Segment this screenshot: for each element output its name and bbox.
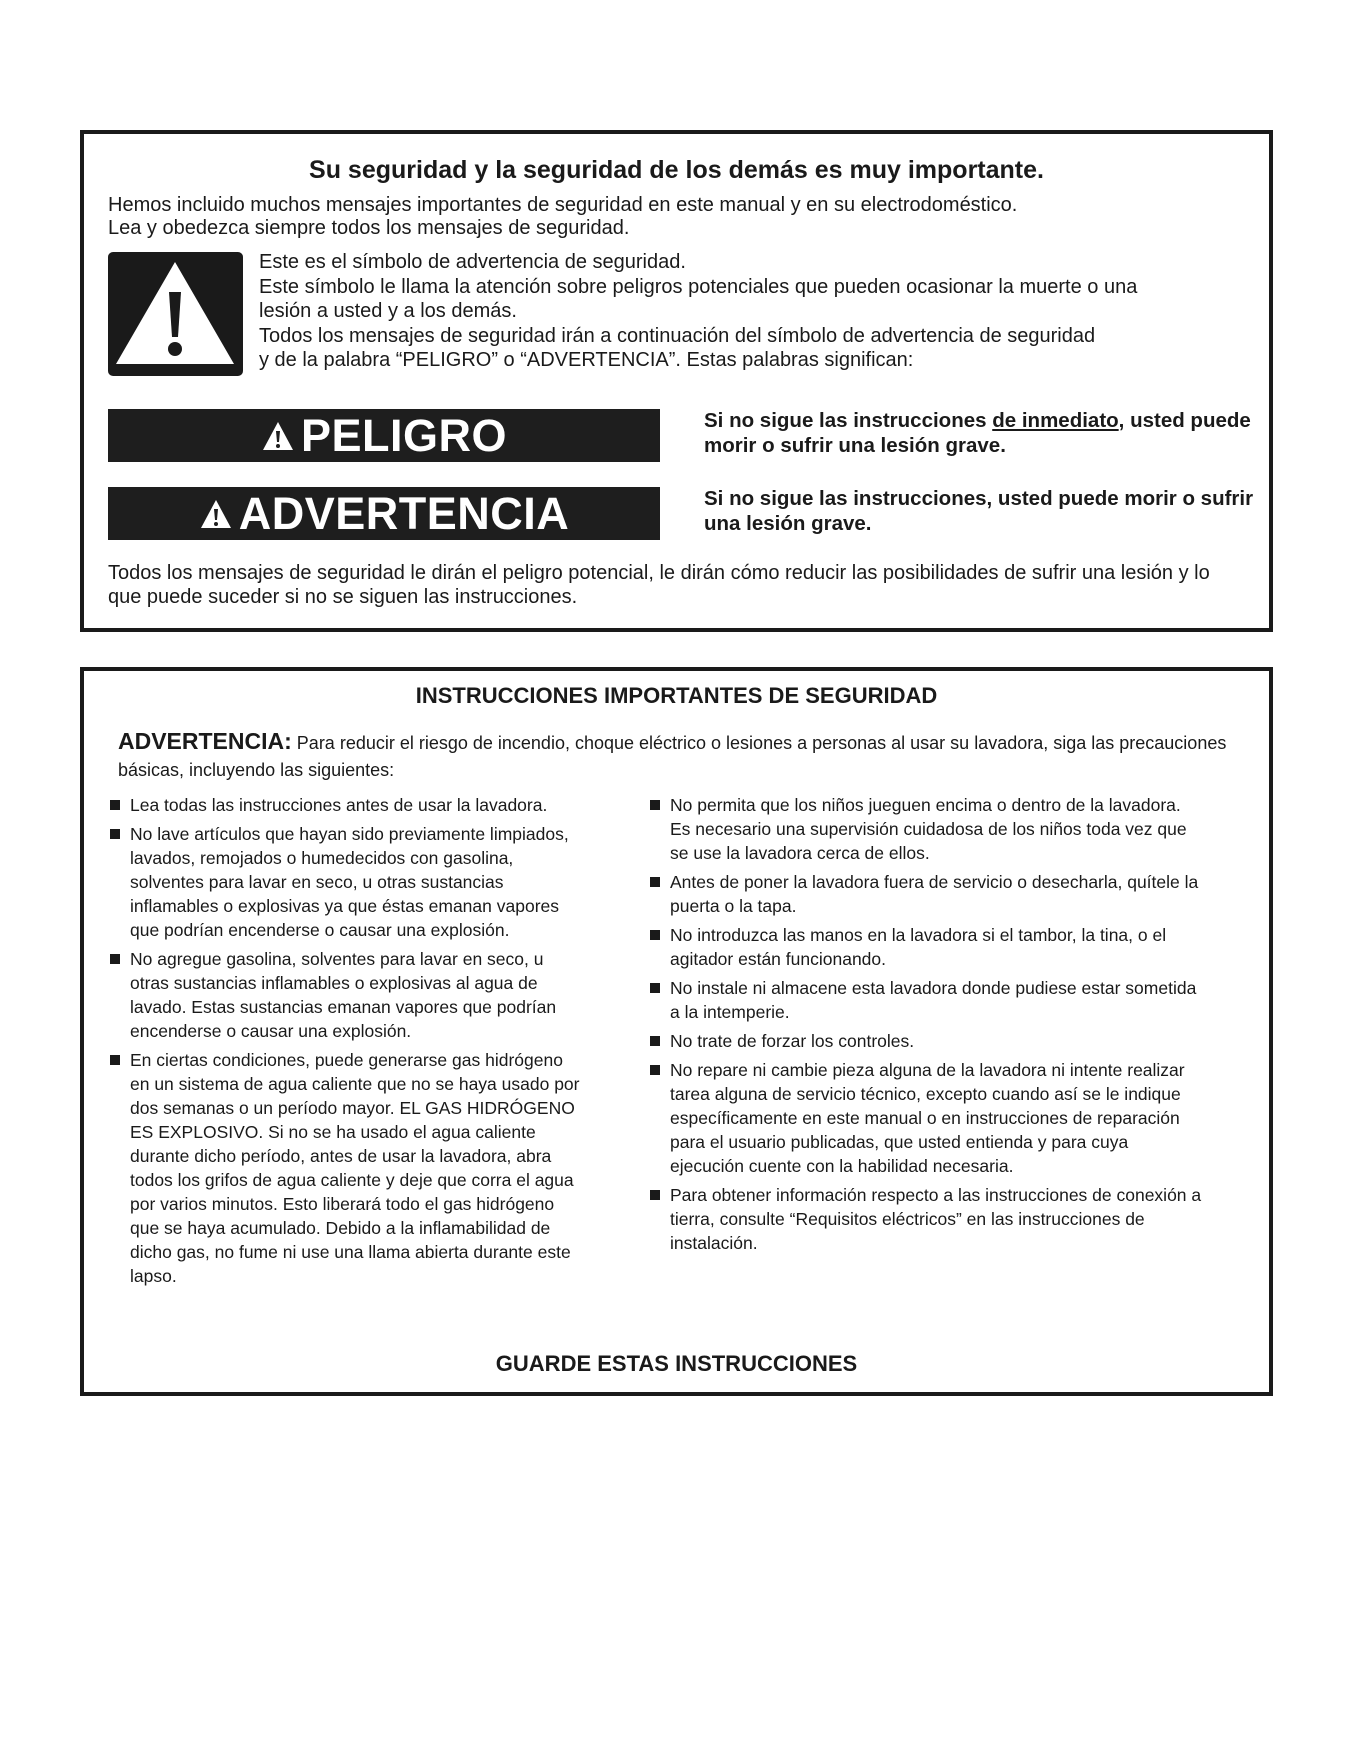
warning-word: ADVERTENCIA: — [118, 728, 292, 754]
list-item-text: No instale ni almacene esta lavadora donde pudiese estar sometida a la intemperie. — [670, 978, 1197, 1022]
symbol-line: Todos los mensajes de seguridad irán a continuación del símbolo de advertencia de seguridad — [259, 324, 1096, 347]
list-item-text: Lea todas las instrucciones antes de usar la lavadora. — [130, 795, 548, 815]
advertencia-label: ADVERTENCIA — [238, 487, 570, 539]
list-item-text: No agregue gasolina, solventes para lavar en seco, u otras sustancias inflamables o explosivas al agua de lavado. Estas sustancias emanan vapores que podrían encenderse o causar una explosión. — [130, 949, 557, 1041]
list-item-text: No permita que los niños jueguen encima o dentro de la lavadora. Es necesario una supervisión cuidadosa de los niños toda vez que se use la lavadora cerca de ellos. — [670, 795, 1187, 863]
warning-paragraph — [118, 728, 1248, 784]
list-item — [650, 1058, 1205, 1178]
peligro-desc-text-end: , usted puede morir o sufrir una lesión grave. — [704, 409, 1251, 457]
list-item-text: No lave artículos que hayan sido previamente limpiados, lavados, remojados o humedecidos con gasolina, solventes para lavar en seco, u otras sustancias inflamables o explosivas ya que éstas emanan vapores que podrían encenderse o causar una explosión. — [130, 824, 569, 940]
list-item — [110, 1048, 585, 1288]
list-item — [650, 1183, 1205, 1255]
safety-outro: Todos los mensajes de seguridad le dirán el peligro potencial, le dirán cómo reducir las posibilidades de sufrir una lesión y lo que puede suceder si no se siguen las instrucciones. — [108, 562, 1210, 608]
list-item — [650, 870, 1205, 918]
intro-line: Lea y obedezca siempre todos los mensajes de seguridad. — [108, 217, 630, 239]
symbol-line: Este es el símbolo de advertencia de seguridad. — [259, 251, 686, 273]
intro-line: Hemos incluido muchos mensajes importantes de seguridad en este manual y en su electrodoméstico. — [108, 194, 1018, 216]
bullet-icon — [650, 877, 660, 887]
alert-triangle-icon — [261, 420, 295, 452]
bullet-icon — [650, 983, 660, 993]
save-instructions-footer: GUARDE ESTAS INSTRUCCIONES — [495, 1351, 858, 1376]
symbol-line: y de la palabra “PELIGRO” o “ADVERTENCIA”. Estas palabras significan: — [259, 349, 914, 371]
symbol-line: Este símbolo le llama la atención sobre peligros potenciales que pueden ocasionar la muerte o una — [259, 275, 1138, 298]
safety-intro — [108, 194, 1017, 240]
peligro-desc-underlined: de inmediato — [992, 409, 1119, 432]
peligro-signal-banner — [108, 409, 660, 462]
instructions-left-column — [110, 793, 585, 1293]
advertencia-description: Si no sigue las instrucciones, usted puede morir o sufrir una lesión grave. — [704, 487, 1254, 535]
list-item — [110, 793, 585, 817]
instructions-box — [80, 667, 1273, 1396]
list-item — [110, 947, 585, 1043]
symbol-description — [259, 250, 1259, 373]
safety-alert-icon — [108, 252, 243, 376]
bullet-icon — [110, 1055, 120, 1065]
list-item-text: No trate de forzar los controles. — [670, 1031, 915, 1051]
bullet-icon — [110, 829, 120, 839]
peligro-desc-text: Si no sigue las instrucciones — [704, 409, 993, 432]
safety-notice-box — [80, 130, 1273, 632]
bullet-icon — [110, 800, 120, 810]
peligro-label: PELIGRO — [300, 409, 508, 461]
list-item — [650, 793, 1205, 865]
bullet-icon — [650, 930, 660, 940]
list-item-text: Antes de poner la lavadora fuera de servicio o desecharla, quítele la puerta o la tapa. — [670, 872, 1199, 916]
list-item — [650, 1029, 1205, 1053]
list-item-text: Para obtener información respecto a las instrucciones de conexión a tierra, consulte “Requisitos eléctricos” en las instrucciones de instalación. — [670, 1185, 1202, 1253]
bullet-icon — [650, 1065, 660, 1075]
bullet-icon — [650, 1036, 660, 1046]
list-item — [650, 976, 1205, 1024]
list-item-text: En ciertas condiciones, puede generarse gas hidrógeno en un sistema de agua caliente que no se haya usado por dos semanas o un período mayor. EL GAS HIDRÓGENO ES EXPLOSIVO. Si no se ha usado el agua caliente durante dicho período, antes de usar la lavadora, abra todos los grifos de agua caliente y deje que corra el agua por varios minutos. Esto liberará todo el gas hidrógeno que se haya acumulado. Debido a la inflamabilidad de dicho gas, no fume ni use una llama abierta durante este lapso. — [130, 1050, 580, 1286]
instructions-title: INSTRUCCIONES IMPORTANTES DE SEGURIDAD — [415, 683, 938, 708]
advertencia-signal-banner — [108, 487, 660, 540]
list-item-text: No introduzca las manos en la lavadora si el tambor, la tina, o el agitador están funcionando. — [670, 925, 1167, 969]
bullet-icon — [650, 800, 660, 810]
bullet-icon — [650, 1190, 660, 1200]
bullet-icon — [110, 954, 120, 964]
list-item-text: No repare ni cambie pieza alguna de la lavadora ni intente realizar tarea alguna de servicio técnico, excepto cuando así se le indique específicamente en este manual o en instrucciones de reparación para el usuario publicadas, que usted entienda y para cuya ejecución cuente con la habilidad necesaria. — [670, 1060, 1185, 1176]
list-item — [110, 822, 585, 942]
peligro-description — [704, 408, 1264, 458]
warning-text: Para reducir el riesgo de incendio, choque eléctrico o lesiones a personas al usar su lavadora, siga las precauciones básicas, incluyendo las siguientes: — [118, 733, 1227, 780]
symbol-line: lesión a usted y a los demás. — [259, 300, 517, 322]
safety-title: Su seguridad y la seguridad de los demás es muy importante. — [309, 156, 1044, 184]
list-item — [650, 923, 1205, 971]
alert-triangle-icon — [199, 498, 233, 530]
instructions-right-column — [650, 793, 1205, 1260]
